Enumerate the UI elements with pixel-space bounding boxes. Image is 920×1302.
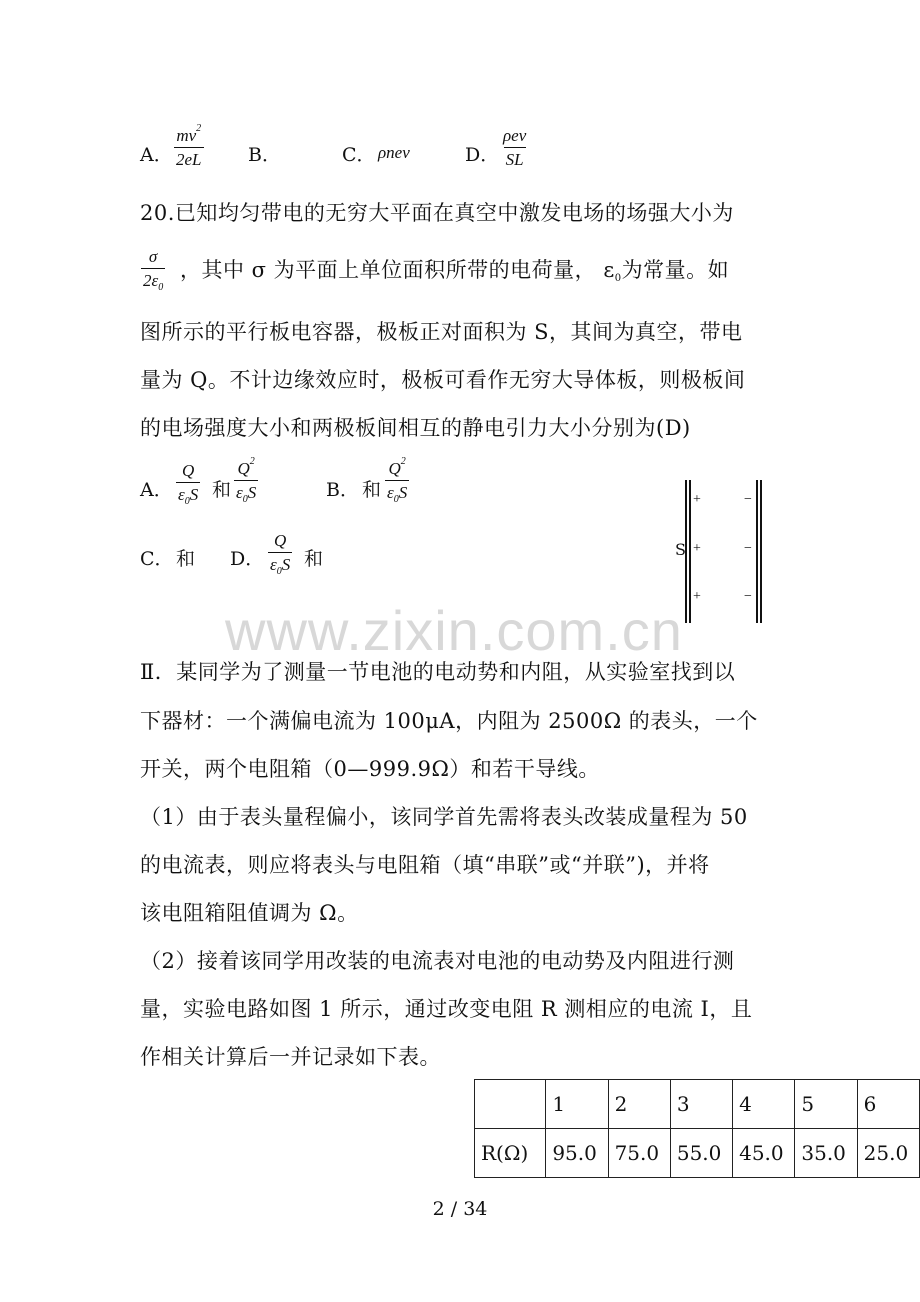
table-header-row <box>475 1080 920 1129</box>
q19-option-c-label: C． <box>342 144 376 166</box>
q20-option-a-fraction-2 <box>234 456 258 505</box>
left-plate-inner <box>689 480 691 623</box>
fraction-numerator: ρev <box>503 126 527 145</box>
table-cell: 35.0 <box>795 1129 857 1178</box>
q20-option-a-label: A． <box>140 479 173 501</box>
q20-line-3: 图所示的平行板电容器，极板正对面积为 S，其间为真空，带电 <box>140 320 743 344</box>
part2-line-4: （1）由于表头量程偏小，该同学首先需将表头改装成量程为 50 <box>140 805 748 829</box>
q20-option-b-and: 和 <box>362 479 382 501</box>
right-plate-outer <box>760 480 762 623</box>
q20-option-b-fraction <box>385 456 409 505</box>
fraction-numerator: mv <box>176 126 197 145</box>
plus-sign: + <box>693 589 701 604</box>
fraction-numerator: Q <box>388 459 401 478</box>
superscript: 2 <box>249 456 255 467</box>
fraction-denominator: ε <box>387 483 394 502</box>
q20-line-2-text: ，其中 σ 为平面上单位面积所带的电荷量， ε <box>180 258 615 282</box>
subscript: 0 <box>276 566 282 577</box>
fraction-numerator: σ <box>148 247 158 266</box>
table-cell: 45.0 <box>733 1129 795 1178</box>
table-row <box>475 1129 920 1178</box>
fraction-numerator: Q <box>237 459 250 478</box>
table-header-cell: 4 <box>733 1080 795 1129</box>
part2-line-9: 作相关计算后一并记录如下表。 <box>140 1045 441 1069</box>
resistance-table <box>474 1079 920 1178</box>
q19-option-c-expression: ρnev <box>378 143 410 162</box>
minus-sign: − <box>744 492 752 507</box>
q20-field-fraction <box>141 247 165 293</box>
fraction-denominator: 2ε <box>143 271 159 290</box>
table-cell: 25.0 <box>857 1129 919 1178</box>
q20-option-a-fraction-1 <box>176 461 200 507</box>
q20-option-b-label: B． <box>326 479 359 501</box>
q20-option-d-label: D． <box>230 548 265 570</box>
fraction-denominator-end: S <box>189 485 199 504</box>
table-header-cell: 1 <box>546 1080 608 1129</box>
part2-line-6: 该电阻箱阻值调为 Ω。 <box>140 901 359 925</box>
superscript: 2 <box>196 123 202 134</box>
q20-line-1: 20.已知均匀带电的无穷大平面在真空中激发电场的场强大小为 <box>140 201 734 225</box>
minus-sign: − <box>744 589 752 604</box>
plus-sign: + <box>693 541 701 556</box>
fraction-denominator: 2eL <box>174 147 204 168</box>
table-header-cell: 5 <box>795 1080 857 1129</box>
part2-line-8: 量，实验电路如图 1 所示，通过改变电阻 R 测相应的电流 I，且 <box>140 997 753 1021</box>
fraction-denominator-end: S <box>247 483 257 502</box>
minus-sign: − <box>744 541 752 556</box>
table-cell: 95.0 <box>546 1129 608 1178</box>
subscript: 0 <box>242 494 248 505</box>
q20-line-2 <box>180 254 729 284</box>
subscript: 0 <box>393 494 399 505</box>
q20-option-c-label: C． <box>140 548 174 570</box>
q19-option-a-fraction <box>174 123 204 169</box>
table-header-cell: 6 <box>857 1080 919 1129</box>
table-header-cell <box>475 1080 546 1129</box>
part2-line-2: 下器材：一个满偏电流为 100μA，内阻为 2500Ω 的表头，一个 <box>140 709 758 733</box>
q19-option-d-fraction <box>501 127 528 168</box>
q19-option-b-label: B． <box>248 144 281 166</box>
fraction-denominator: SL <box>504 147 526 168</box>
part2-line-1: Ⅱ．某同学为了测量一节电池的电动势和内阻，从实验室找到以 <box>140 660 736 684</box>
q19-option-d-label: D． <box>465 144 500 166</box>
fraction-denominator-end: S <box>398 483 408 502</box>
q20-line-2-end: 为常量。如 <box>621 258 730 282</box>
page-number: 2 / 34 <box>432 1198 488 1220</box>
q20-option-c-and: 和 <box>176 548 196 570</box>
table-cell: 75.0 <box>608 1129 670 1178</box>
fraction-denominator-end: S <box>281 555 291 574</box>
right-plate-inner <box>756 480 758 623</box>
subscript: 0 <box>158 282 164 293</box>
fraction-numerator: Q <box>273 531 287 550</box>
fraction-denominator: ε <box>178 485 185 504</box>
table-header-cell: 3 <box>670 1080 732 1129</box>
subscript: 0 <box>184 496 190 507</box>
subscript: 0 <box>614 273 622 284</box>
part2-line-7: （2）接着该同学用改装的电流表对电池的电动势及内阻进行测 <box>140 949 735 973</box>
area-label: S <box>675 540 686 559</box>
part2-line-3: 开关，两个电阻箱（0—999.9Ω）和若干导线。 <box>140 757 600 781</box>
table-cell: 55.0 <box>670 1129 732 1178</box>
fraction-denominator: ε <box>236 483 243 502</box>
fraction-denominator: ε <box>270 555 277 574</box>
q20-option-a-and: 和 <box>212 479 232 501</box>
watermark: www.zixin.com.cn <box>225 599 683 662</box>
q20-option-d-fraction <box>268 531 292 577</box>
table-row-label: R(Ω) <box>475 1129 546 1178</box>
table-header-cell: 2 <box>608 1080 670 1129</box>
fraction-numerator: Q <box>181 461 195 480</box>
q20-line-4: 量为 Q。不计边缘效应时，极板可看作无穷大导体板，则极板间 <box>140 368 746 392</box>
q20-option-d-and: 和 <box>304 548 324 570</box>
part2-line-5: 的电流表，则应将表头与电阻箱（填“串联”或“并联”)，并将 <box>140 853 710 877</box>
q20-line-5: 的电场强度大小和两极板间相互的静电引力大小分别为(D) <box>140 416 691 440</box>
superscript: 2 <box>400 456 406 467</box>
plus-sign: + <box>693 492 701 507</box>
q19-option-a-label: A． <box>140 144 173 166</box>
